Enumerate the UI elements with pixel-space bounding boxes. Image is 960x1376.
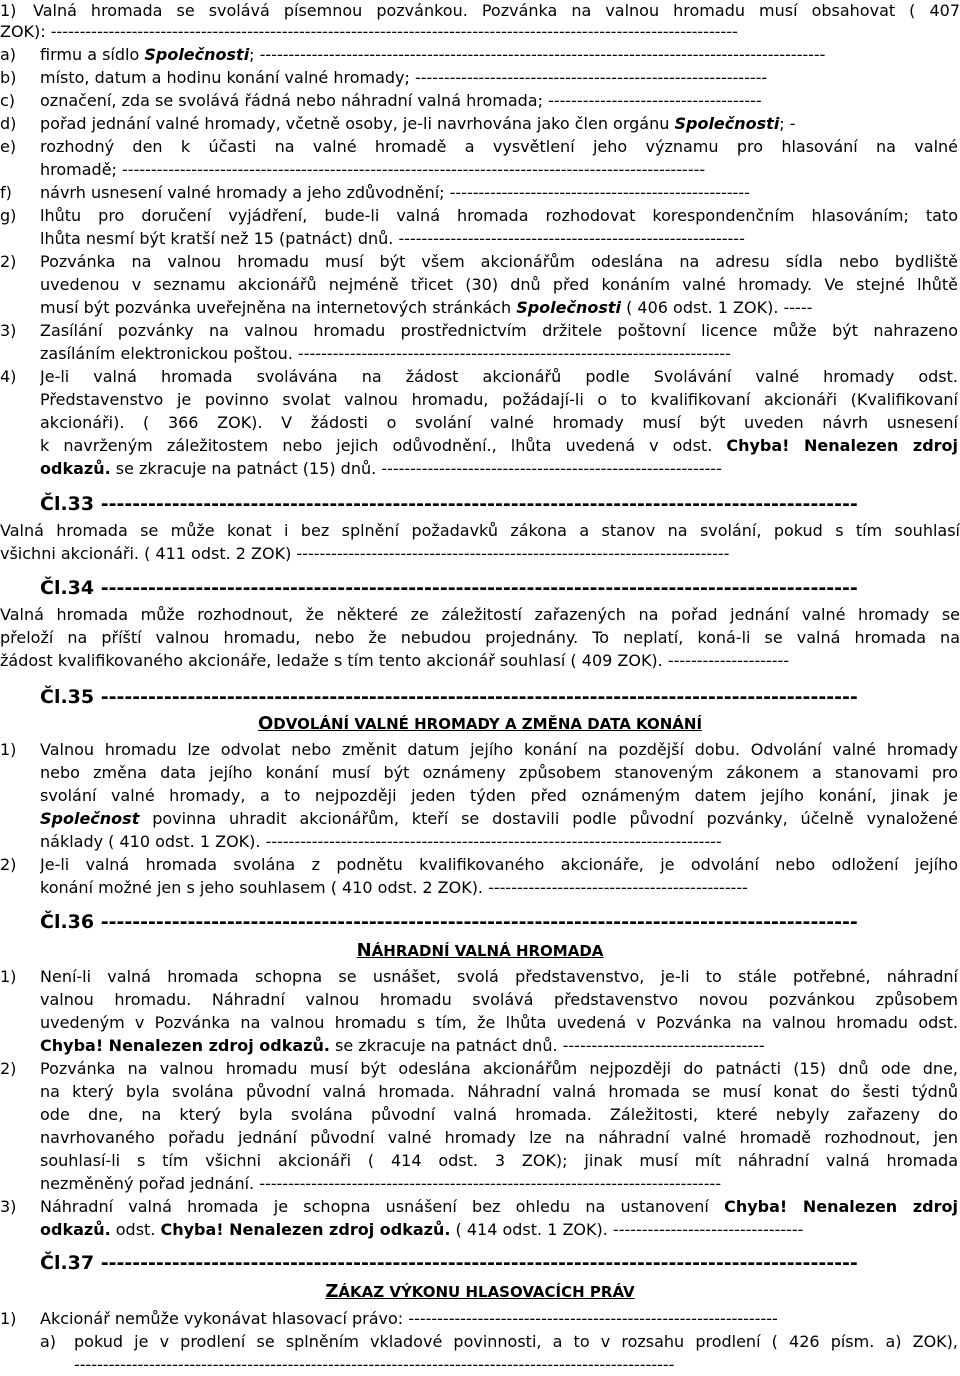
title-rest: ÁHRADNÍ VALNÁ HROMADA	[371, 942, 604, 960]
text-line: rozhodný den k účasti na valné hromadě a vysvětlení jeho významu pro hlasování na valné	[40, 137, 958, 156]
list-marker: 3)	[0, 1197, 17, 1216]
text-segment: se zkracuje na patnáct (15) dnů. -----------------------------------------------------------	[110, 459, 722, 478]
text-line: akcionáři). ( 366 ZOK). V žádosti o svolání valné hromady musí být uveden návrh usnesení	[40, 413, 958, 432]
text-segment: k navrženým záležitostem nebo jejich odůvodnění., lhůta uvedená v odst.	[40, 436, 727, 455]
list-marker: d)	[0, 114, 17, 133]
text-line	[40, 1196, 958, 1218]
text-line: nezměněný pořad jednání. --------------------------------------------------------------------------------	[40, 1174, 722, 1193]
company-term: Společnosti	[674, 114, 780, 133]
list-marker: g)	[0, 206, 17, 225]
text-line: všichni akcionáři. ( 411 odst. 2 ZOK) ---------------------------------------------------------------------------	[0, 544, 730, 563]
list-marker: b)	[0, 68, 17, 87]
text-line: zasíláním elektronickou poštou. ---------------------------------------------------------------------------	[40, 344, 731, 363]
title-initial: Z	[325, 1281, 339, 1302]
article-heading: Čl.36 ------------------------------------------------------------------------------------------------	[40, 911, 858, 933]
text-line: hromadě; -----------------------------------------------------------------------------------------------------	[40, 160, 706, 179]
company-term: Společnost	[40, 809, 140, 828]
title-rest: ÁKAZ VÝKONU HLASOVACÍCH PRÁV	[338, 1283, 635, 1301]
text-line: valnou hromadu. Náhradní valnou hromadu svolává představenstvo novou pozvánkou způsobem	[40, 990, 958, 1009]
text-line: na který byla svolána původní valná hromada. Náhradní valná hromada se musí konat do šesti týdnů	[40, 1082, 958, 1101]
text-line	[40, 1035, 900, 1057]
article-heading: Čl.33 ------------------------------------------------------------------------------------------------	[40, 493, 858, 515]
text-line: souhlasí-li s tím všichni akcionáři ( 414 odst. 3 ZOK); jinak musí mít náhradní valná hromada	[40, 1151, 958, 1170]
text-segment: odst.	[110, 1220, 161, 1239]
reference-error: odkazů.	[40, 1220, 111, 1239]
reference-error: Chyba! Nenalezen zdroj odkazů.	[40, 1036, 330, 1055]
text-line	[40, 297, 900, 319]
text-segment: se zkracuje na patnáct dnů. -----------------------------------	[329, 1036, 765, 1055]
text-line	[40, 808, 958, 830]
company-term: Společnosti	[516, 298, 622, 317]
text-line: žádost kvalifikovaného akcionáře, ledaže s tím tento akcionář souhlasí ( 409 ZOK). ---------------------	[0, 651, 790, 670]
list-marker: 1)	[0, 967, 17, 986]
list-marker: 2)	[0, 1059, 17, 1078]
text-line: Akcionář nemůže vykonávat hlasovací právo: ----------------------------------------------------------------	[40, 1309, 778, 1328]
text-segment: povinna uhradit akcionářům, kteří se dostavili podle původní pozvánky, účelně vynaložené	[139, 809, 958, 828]
list-marker: a)	[0, 45, 17, 64]
list-marker: c)	[0, 91, 16, 110]
text-segment: ; -	[779, 114, 796, 133]
text-line: navrhovaného pořadu jednání původní valné hromady lze na náhradní valné hromadě rozhodnout, jen	[40, 1128, 958, 1147]
title-initial: N	[356, 940, 372, 961]
text-segment: ( 406 odst. 1 ZOK). -----	[621, 298, 813, 317]
text-line: Je-li valná hromada svolána z podnětu kvalifikovaného akcionáře, je odvolání nebo odložení jejího	[40, 855, 958, 874]
reference-error: Chyba! Nenalezen zdroj odkazů.	[160, 1220, 451, 1239]
text-line	[40, 44, 900, 66]
list-marker: 2)	[0, 252, 17, 271]
text-line: přeloží na příští valnou hromadu, nebo že nebudou projednány. To neplatí, koná-li se valná hromada na	[0, 628, 960, 647]
list-marker: 1)	[0, 1309, 17, 1328]
company-term: Společnosti	[144, 45, 250, 64]
text-line: Valná hromada může rozhodnout, že některé ze záležitostí zařazených na pořad jednání valné hromady se	[0, 605, 960, 624]
section-title	[0, 1281, 960, 1303]
text-line	[40, 113, 900, 135]
text-line: místo, datum a hodinu konání valné hromady; -------------------------------------------------------------	[40, 68, 768, 87]
text-line: Představenstvo je povinno svolat valnou hromadu, požádají-li o to kvalifikovaní akcionáři (Kvalifikovaní	[40, 390, 958, 409]
text-segment: ( 414 odst. 1 ZOK). ---------------------------------	[450, 1220, 804, 1239]
text-line: Valná hromada se může konat i bez splnění požadavků zákona a stanov na svolání, pokud s tím souhlasí	[0, 521, 960, 540]
text-segment: Náhradní valná hromada je schopna usnášení bez ohledu na ustanovení	[40, 1197, 725, 1216]
list-marker: a)	[40, 1332, 57, 1351]
text-line: ZOK): -----------------------------------------------------------------------------------------------------------------------	[0, 22, 738, 41]
text-segment: firmu a sídlo	[40, 45, 145, 64]
article-heading: Čl.37 ------------------------------------------------------------------------------------------------	[40, 1252, 858, 1274]
article-heading: Čl.34 ------------------------------------------------------------------------------------------------	[40, 577, 858, 599]
section-title	[0, 940, 960, 962]
list-marker: f)	[0, 183, 12, 202]
text-line: Valná hromada se svolává písemnou pozvánkou. Pozvánka na valnou hromadu musí obsahovat ( 407	[33, 1, 960, 20]
text-line: Valnou hromadu lze odvolat nebo změnit datum jejího konání na pozdější dobu. Odvolání valné hromady	[40, 740, 958, 759]
text-line	[40, 1219, 900, 1241]
text-line: Pozvánka na valnou hromadu musí být všem akcionářům odeslána na adresu sídla nebo bydliště	[40, 252, 958, 271]
text-line: --------------------------------------------------------------------------------------------------------	[74, 1355, 675, 1374]
reference-error: Chyba! Nenalezen zdroj	[724, 1197, 958, 1216]
text-line: ode dne, na který byla svolána původní valná hromada. Záležitosti, které nebyly zařazeny do	[40, 1105, 958, 1124]
text-line: lhůta nesmí být kratší než 15 (patnáct) dnů. ------------------------------------------------------------	[40, 229, 745, 248]
text-segment: ; --------------------------------------------------------------------------------------------------	[249, 45, 826, 64]
text-line	[40, 435, 958, 457]
text-line: Zasílání pozvánky na valnou hromadu prostřednictvím držitele poštovní licence může být nahrazeno	[40, 321, 958, 340]
text-line: Není-li valná hromada schopna se usnášet, svolá představenstvo, je-li to stále potřebné, náhradní	[40, 967, 958, 986]
text-line: lhůtu pro doručení vyjádření, bude-li valná hromada rozhodovat korespondenčním hlasováním; tato	[40, 206, 958, 225]
text-line: Pozvánka na valnou hromadu musí být odeslána akcionářům nejpozději do patnácti (15) dnů ode dne,	[40, 1059, 958, 1078]
list-marker: 4)	[0, 367, 17, 386]
list-marker: 1)	[0, 1, 17, 20]
list-marker: e)	[0, 137, 17, 156]
text-line: návrh usnesení valné hromady a jeho zdůvodnění; ----------------------------------------------------	[40, 183, 750, 202]
text-line: pokud je v prodlení se splněním vkladové povinnosti, a to v rozsahu prodlení ( 426 písm. a) ZOK),	[74, 1332, 958, 1351]
list-marker: 1)	[0, 740, 17, 759]
article-heading: Čl.35 ------------------------------------------------------------------------------------------------	[40, 686, 858, 708]
text-line: Je-li valná hromada svolávána na žádost akcionářů podle Svolávání valné hromady odst.	[40, 367, 958, 386]
reference-error: Chyba! Nenalezen zdroj	[726, 436, 958, 455]
text-line: uvedeným v Pozvánka na valnou hromadu s tím, že lhůta uvedená v Pozvánka na valnou hromadu odst.	[40, 1013, 958, 1032]
title-initial: O	[257, 713, 274, 734]
section-title	[0, 713, 960, 735]
text-line: svolání valné hromady, a to nejpozději jeden týden před oznámeným datem jejího konání, jinak je	[40, 786, 958, 805]
title-rest: DVOLÁNÍ VALNÉ HROMADY A ZMĚNA DATA KONÁNÍ	[273, 715, 703, 733]
text-line: uvedenou v seznamu akcionářů nejméně třicet (30) dnů před konáním valné hromady. Ve stejné lhůtě	[40, 275, 958, 294]
text-line: označení, zda se svolává řádná nebo náhradní valná hromada; -------------------------------------	[40, 91, 762, 110]
text-line: náklady ( 410 odst. 1 ZOK). -------------------------------------------------------------------------------	[40, 832, 722, 851]
text-line	[40, 458, 900, 480]
reference-error: odkazů.	[40, 459, 111, 478]
text-segment: musí být pozvánka uveřejněna na internetových stránkách	[40, 298, 517, 317]
text-line: nebo změna data jejího konání musí být oznámeny způsobem stanoveným zákonem a stanovami pro	[40, 763, 958, 782]
text-line: konání možné jen s jeho souhlasem ( 410 odst. 2 ZOK). ---------------------------------------------	[40, 878, 748, 897]
text-segment: pořad jednání valné hromady, včetně osoby, je-li navrhována jako člen orgánu	[40, 114, 675, 133]
list-marker: 2)	[0, 855, 17, 874]
list-marker: 3)	[0, 321, 17, 340]
